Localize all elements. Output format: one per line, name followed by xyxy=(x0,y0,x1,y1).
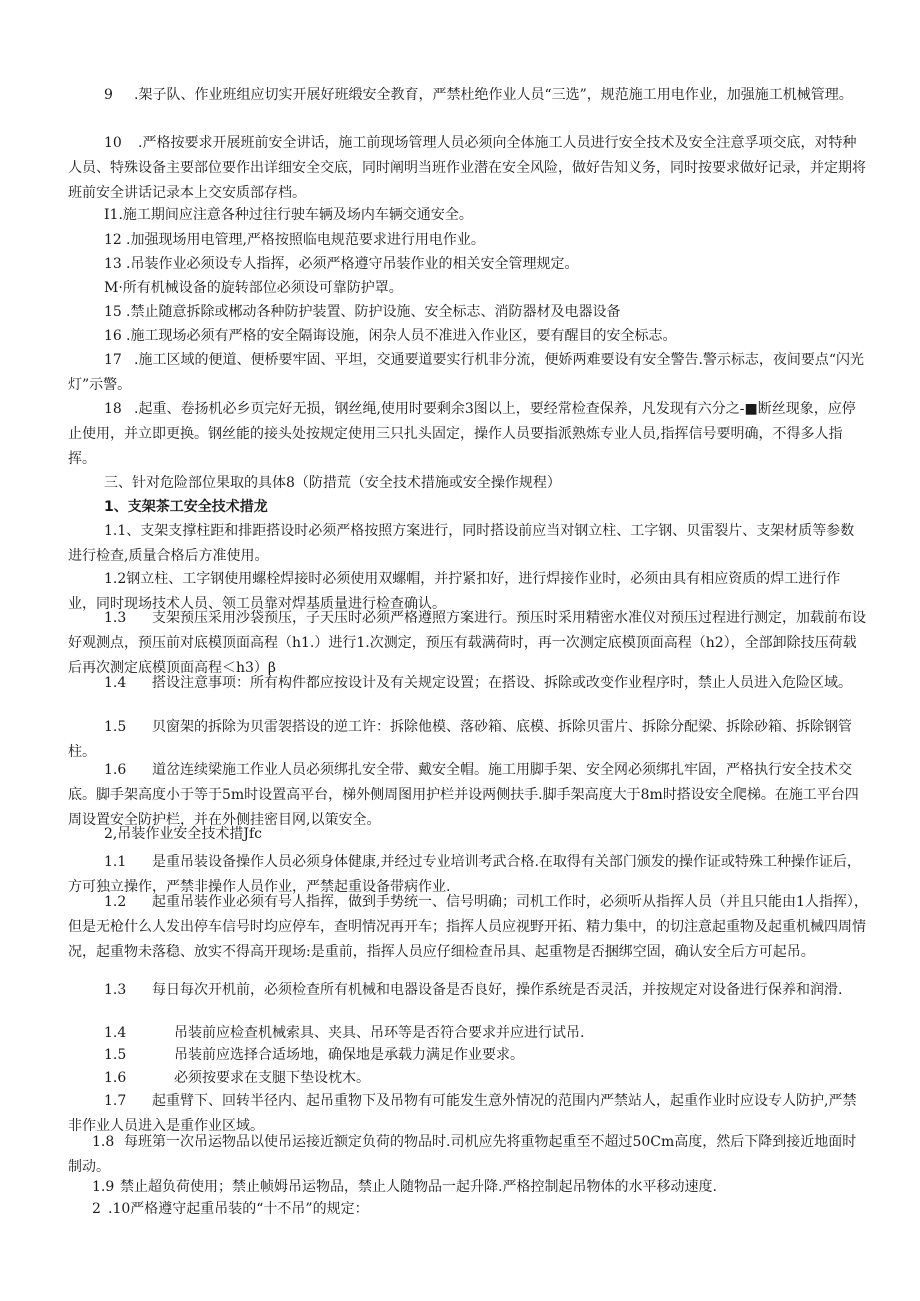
paragraph-item-18: 18 .起重、卷扬机必乡页完好无损，钢丝绳,使用时要剩余3图以上，要经常检查保养，凡发现有六分之-■断丝现象，应停止使用，并立即更换。钢丝能的接头处按规定使用三只扎头固定，操作人员要指派熟炼专业人员,指挥信号要明确，不得多人指挥。 xyxy=(68,401,856,467)
paragraph-item-14: M·所有机械设备的旋转部位必须设可靠防护罩。 xyxy=(104,280,403,296)
paragraph-item-1-4: 1.4 搭设注意事项：所有构件都应按设计及有关规定设置；在搭设、拆除或改变作业程序时，禁止人员进入危险区域。 xyxy=(104,675,852,691)
paragraph-item-2-8: 1.8 每班第一次吊运物品以使吊运接近额定负荷的物品时.司机应先将重物起重至不超过50Cm高度，然后下降到接近地面时制动。 xyxy=(68,1134,857,1175)
paragraph-item-2-6: 1.6 必须按要求在支腿下垫设枕木。 xyxy=(104,1070,370,1086)
paragraph-item-16: 16 .施工现场必须有严格的安全隔诲设施，闲杂人员不准进入作业区，要有醒目的安全标志。 xyxy=(104,328,677,344)
paragraph-item-2-10: 2 .10严格遵守起重吊装的“十不吊”的规定： xyxy=(92,1201,369,1217)
paragraph-item-1-1: 1.1、支架支撑柱距和排距搭设时必须严格按照方案进行，同时搭设前应当对钢立柱、工字钢、贝雷裂片、支架材质等参数进行检查,质量合格后方准使用。 xyxy=(68,523,855,564)
paragraph-item-12: 12 .加强现场用电管理,严格按照临电规范要求进行用电作业。 xyxy=(104,232,485,248)
paragraph-item-9: 9 .架子队、作业班组应切实开展好班缎安全教育，严禁杜绝作业人员“三选”，规范施工用电作业，加强施工机械管理。 xyxy=(104,87,853,103)
paragraph-item-2-1: 1.1 是重吊装设备操作人员必须身体健康,并经过专业培训考武合格.在取得有关部门颁发的操作证或特殊工种操作证后，方可独立操作，严禁非操作人员作业，严禁起重设备带病作业. xyxy=(68,854,861,895)
subsection-heading-2: 2,吊装作业安全技术措Jfc xyxy=(104,826,262,842)
subsection-heading-1: 1、支架茶工安全技术措龙 xyxy=(104,499,268,515)
paragraph-item-1-2: 1.2钢立柱、工字钢使用螺栓焊接时必须使用双螺帽，并拧紧扣好，进行焊接作业时，必须由具有相应资质的焊工进行作业，同时现场技术人员、领工员靠对焊基质量进行检查确认。 xyxy=(68,571,841,612)
section-heading-3: 三、针对危险部位果取的具体8（防措荒（安全技术措施或安全操作规程） xyxy=(104,475,561,491)
paragraph-item-2-4: 1.4 吊装前应检查机械索具、夹具、吊环等是否符合要求并应进行试吊. xyxy=(104,1025,585,1041)
paragraph-item-11: I1.施工期间应注意各种过往行驶车辆及场内车辆交通安全。 xyxy=(104,207,473,223)
paragraph-item-2-2: 1.2 起重吊装作业必须有号人指挥，做到手势统一、信号明确；司机工作时，必须听从指挥人员（并且只能由1人指挥），但是无枪什么人发出停车信号时均应停车，查明情况再开车；指挥人员应视野开拓、精力集中，的切注意起重物及起重机械四周情况，起重物未落稳、放实不得高开现场:是重前，指挥人员应仔细检查吊具、起重物是否捆绑空固，确认安全后方可起吊。 xyxy=(68,894,868,960)
paragraph-item-10: 10 .严格按要求开展班前安全讲话，施工前现场管理人员必须向全体施工人员进行安全技术及安全注意孚项交底，对特种人员、特殊设备主要部位要作出详细安全交底，同时阐明当班作业潜在安全风险，做好告知义务，同时按要求做好记录，并定期将班前安全讲话记录本上交安质部存档。 xyxy=(68,135,866,201)
paragraph-item-15: 15 .禁止随意拆除或郴动各种防护装置、防护设施、安全标志、消防器材及电器设备 xyxy=(104,304,621,320)
paragraph-item-2-3: 1.3 每日每次开机前，必须检查所有机械和电器设备是否良好，操作系统是否灵活，并按规定对设备进行保养和润滑. xyxy=(104,982,843,998)
paragraph-item-1-6: 1.6 道岔连续梁施工作业人员必须绑扎安全带、戴安全帽。施工用脚手架、安全网必须绑扎牢固，严格执行安全技术交底。脚手架高度小于等于5m时设置高平台，梯外侧周图用护栏并设两侧扶手.脚手架高度大于8m时搭设安全爬梯。在施工平台四周设置安全防护栏，并在外侧挂密目网,以策安全。 xyxy=(68,762,859,828)
paragraph-item-2-9: 1.9 禁止超负荷使用；禁止帧姆吊运物品，禁止人随物品一起升降.严格控制起吊物体的水平移动速度. xyxy=(92,1179,717,1195)
paragraph-item-17: 17 .施工区域的便道、便桥要牢固、平坦，交通要道要实行机非分流，便娇两难要设有安全警告.警示标志，夜间要点“闪光灯”示警。 xyxy=(68,352,865,393)
paragraph-item-1-3: 1.3 支架预压采用沙袋预压，子天压时必须严格遵照方案进行。预压时采用精密水准仪对预压过程进行测定，加载前布设好观测点，预压前对底模顶面高程（h1.）进行1.次测定，预压有载满荷时，再一次测定底模顶面高程（h2），全部卸除技压荷载后再次测定底模顶面高程＜h3）β xyxy=(68,610,866,676)
paragraph-item-13: 13 .吊装作业必须设专人指挥，必须严格遵守吊装作业的相关安全管理规定。 xyxy=(104,256,579,272)
paragraph-item-2-5: 1.5 吊装前应选择合适场地，确保地是承载力满足作业要求。 xyxy=(104,1047,524,1063)
paragraph-item-1-5: 1.5 贝窗架的拆除为贝雷袈搭设的逆工许：拆除他模、落砂箱、底模、拆除贝雷片、拆除分配梁、拆除砂箱、拆除钢管柱。 xyxy=(68,719,852,760)
paragraph-item-2-7: 1.7 起重臂下、回转半径内、起吊重物下及吊物有可能发生意外情况的范围内严禁站人，起重作业时应设专人防护,严禁非作业人员进入是重作业区域。 xyxy=(68,1093,857,1134)
